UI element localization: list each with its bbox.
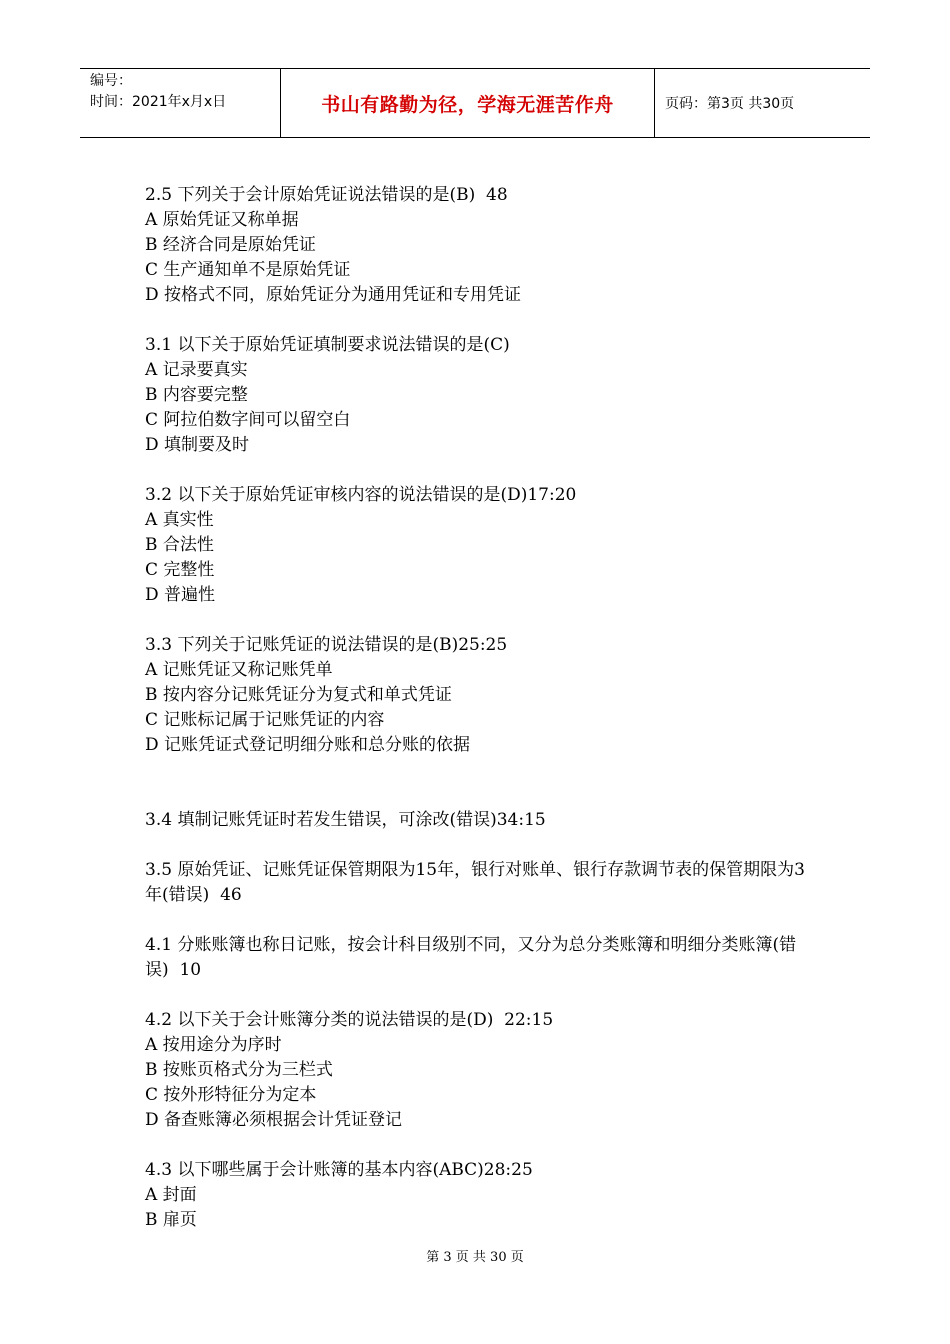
question-option: D 记账凭证式登记明细分账和总分账的依据 [145,735,471,755]
question-title: 3.5 原始凭证、记账凭证保管期限为15年，银行对账单、银行存款调节表的保管期限为3年(错误) 46 [145,860,805,905]
question-block [145,333,815,458]
question-option: C 按外形特征分为定本 [145,1085,317,1105]
question-title: 4.2 以下关于会计账簿分类的说法错误的是(D) 22:15 [145,1010,554,1030]
question-option: A 真实性 [145,510,214,530]
page-header [80,68,870,138]
question-title: 3.2 以下关于原始凭证审核内容的说法错误的是(D)17:20 [145,485,577,505]
question-block [145,183,815,308]
question-option: B 内容要完整 [145,385,248,405]
question-option: A 封面 [145,1185,197,1205]
header-meta [80,69,281,137]
question-option: C 阿拉伯数字间可以留空白 [145,410,351,430]
question-title: 3.1 以下关于原始凭证填制要求说法错误的是(C) [145,335,510,355]
question-option: C 完整性 [145,560,215,580]
question-option: B 按账页格式分为三栏式 [145,1060,333,1080]
question-block [145,1158,815,1233]
question-option: D 填制要及时 [145,435,250,455]
question-option: B 扉页 [145,1210,197,1230]
header-motto: 书山有路勤为径，学海无涯苦作舟 [281,69,655,137]
question-option: C 记账标记属于记账凭证的内容 [145,710,385,730]
question-title: 3.4 填制记账凭证时若发生错误，可涂改(错误)34:15 [145,810,546,830]
time-label: 时间：2021年x月x日 [90,94,227,110]
question-title: 3.3 下列关于记账凭证的说法错误的是(B)25:25 [145,635,508,655]
question-option: B 按内容分记账凭证分为复式和单式凭证 [145,685,452,705]
question-block [145,933,815,983]
question-option: D 备查账簿必须根据会计凭证登记 [145,1110,403,1130]
header-page-info: 页码：第3页 共30页 [665,96,795,112]
question-block [145,633,815,758]
question-block [145,858,815,908]
question-option: A 记录要真实 [145,360,248,380]
page-footer: 第 3 页 共 30 页 [426,1250,524,1265]
document-body [145,183,815,1258]
question-option: A 原始凭证又称单据 [145,210,299,230]
question-option: B 合法性 [145,535,214,555]
question-block [145,483,815,608]
question-block [145,1008,815,1133]
question-title: 4.3 以下哪些属于会计账簿的基本内容(ABC)28:25 [145,1160,533,1180]
question-option: A 记账凭证又称记账凭单 [145,660,333,680]
question-option: A 按用途分为序时 [145,1035,282,1055]
question-option: B 经济合同是原始凭证 [145,235,316,255]
question-option: C 生产通知单不是原始凭证 [145,260,351,280]
question-option: D 普遍性 [145,585,216,605]
question-option: D 按格式不同，原始凭证分为通用凭证和专用凭证 [145,285,522,305]
question-block [145,808,815,833]
question-title: 4.1 分账账簿也称日记账，按会计科目级别不同，又分为总分类账簿和明细分类账簿(错误) 10 [145,935,797,980]
question-title: 2.5 下列关于会计原始凭证说法错误的是(B) 48 [145,185,508,205]
number-label: 编号： [90,73,132,89]
